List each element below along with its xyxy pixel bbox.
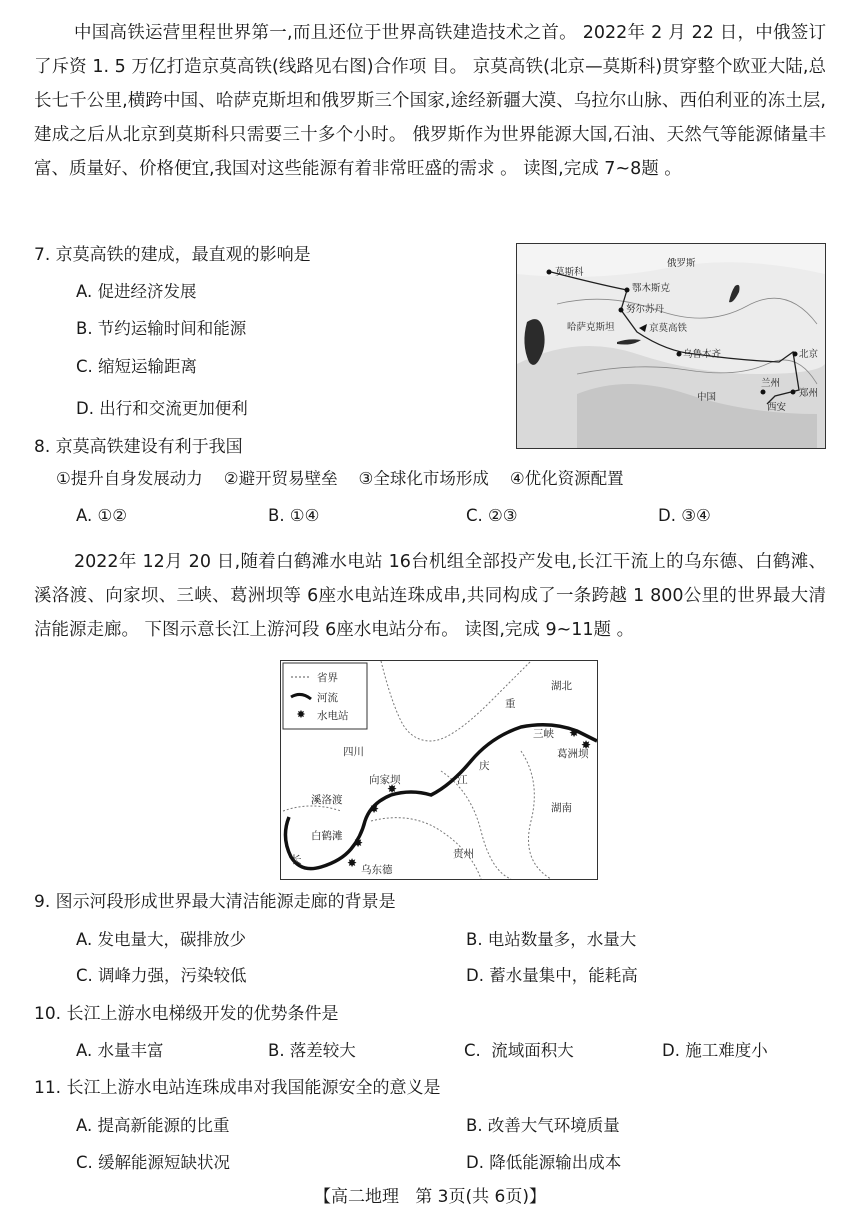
map-yangtze-hydropower xyxy=(280,660,598,880)
station-icon-xiangjiaba: ✸ xyxy=(387,782,398,796)
city-dot-beijing xyxy=(793,352,798,357)
station-icon-gezhouba: ✸ xyxy=(581,738,592,752)
map1-label-lanzhou: 兰州 xyxy=(761,378,781,389)
legend-label-station: 水电站 xyxy=(317,710,349,722)
question-10-stem: 10. 长江上游水电梯级开发的优势条件是 xyxy=(34,1004,339,1024)
question-8-statements: ①提升自身发展动力 ②避开贸易壁垒 ③全球化市场形成 ④优化资源配置 xyxy=(56,469,624,488)
map1-label-omsk: 鄂木斯克 xyxy=(632,283,671,294)
map2-label-gezhouba: 葛洲坝 xyxy=(557,748,589,760)
question-7-option-c[interactable]: C. 缩短运输距离 xyxy=(76,357,198,376)
map1-label-nur-sultan: 努尔苏丹 xyxy=(626,304,665,315)
map2-label-qing: 庆 xyxy=(479,760,490,772)
city-dot-zhengzhou xyxy=(791,390,796,395)
question-7-option-d[interactable]: D. 出行和交流更加便利 xyxy=(76,399,248,418)
lake-baikal-shape xyxy=(729,285,740,302)
map1-label-russia: 俄罗斯 xyxy=(667,258,696,269)
legend-station-icon: ✸ xyxy=(296,708,306,721)
question-7-option-a[interactable]: A. 促进经济发展 xyxy=(76,282,197,301)
question-9-option-d[interactable]: D. 蓄水量集中，能耗高 xyxy=(466,966,638,985)
city-dot-omsk xyxy=(625,288,630,293)
question-10-option-b[interactable]: B. 落差较大 xyxy=(268,1041,356,1060)
question-9-stem: 9. 图示河段形成世界最大清洁能源走廊的背景是 xyxy=(34,892,396,912)
question-8-option-a[interactable]: A. ①② xyxy=(76,506,128,525)
map2-label-jiang: 江 xyxy=(457,774,468,786)
station-icon-sanxia: ✸ xyxy=(569,726,580,740)
legend-label-boundary: 省界 xyxy=(317,672,338,684)
map2-label-chong: 重 xyxy=(505,698,516,710)
passage-intro-railway: 中国高铁运营里程世界第一,而且还位于世界高铁建造技术之首。 2022年 2 月 22 日，中俄签订了斥资 1. 5 万亿打造京莫高铁(线路见右图)合作项 目。 京莫高铁(北京—莫斯科)贯穿整个欧亚大陆,总长七千公里,横跨中国、哈萨克斯坦和俄罗斯三个国家,途经新疆大漠、乌拉尔山脉、西伯利亚的冻土层,建成之后从北京到莫斯科只需要三十多个小时。 俄罗斯作为世界能源大国,石油、天然气等能源储量丰富、质量好、价格便宜,我国对这些能源有着非常旺盛的需求 。 读图,完成 7~8题 。 xyxy=(34,23,826,179)
city-dot-nur-sultan xyxy=(619,308,624,313)
question-10-option-a[interactable]: A. 水量丰富 xyxy=(76,1041,164,1060)
map2-label-xiluodu: 溪洛渡 xyxy=(311,794,343,806)
map1-label-urumqi: 乌鲁木齐 xyxy=(683,349,722,360)
map1-label-beijing: 北京 xyxy=(799,349,819,360)
map2-label-chang: 长 xyxy=(291,854,302,866)
city-dot-moscow xyxy=(547,270,552,275)
passage-hydropower: 2022年 12月 20 日,随着白鹤滩水电站 16台机组全部投产发电,长江干流上的乌东德、白鹤滩、溪洛渡、向家坝、三峡、葛洲坝等 6座水电站连珠成串,共同构成了一条跨越 1 800公里的世界最大清洁能源走廊。 下图示意长江上游河段 6座水电站分布。 读图,完成 9~11题 。 xyxy=(34,552,826,640)
map2-label-guizhou: 贵州 xyxy=(453,848,474,860)
map1-label-railway: 京莫高铁 xyxy=(649,323,688,334)
question-8-option-b[interactable]: B. ①④ xyxy=(268,506,320,525)
question-7-option-b[interactable]: B. 节约运输时间和能源 xyxy=(76,319,247,338)
legend-label-river: 河流 xyxy=(317,692,338,704)
page-footer: 【高二地理 第 3页(共 6页)】 xyxy=(314,1187,546,1207)
map2-label-sichuan: 四川 xyxy=(343,746,364,758)
question-7-stem: 7. 京莫高铁的建成，最直观的影响是 xyxy=(34,245,311,265)
question-11-stem: 11. 长江上游水电站连珠成串对我国能源安全的意义是 xyxy=(34,1078,441,1098)
question-9-option-c[interactable]: C. 调峰力强，污染较低 xyxy=(76,966,247,985)
station-icon-wudongde: ✸ xyxy=(347,856,358,870)
question-10-option-c[interactable]: C. 流域面积大 xyxy=(464,1041,574,1060)
map-beijing-moscow-railway xyxy=(516,243,826,449)
railway-arrow-icon xyxy=(639,324,647,332)
map1-label-zhengzhou: 郑州 xyxy=(799,388,819,399)
question-8-option-c[interactable]: C. ②③ xyxy=(466,506,518,525)
map2-label-baihetan: 白鹤滩 xyxy=(311,830,343,842)
map2-label-xiangjiaba: 向家坝 xyxy=(369,774,401,786)
question-8-stem: 8. 京莫高铁建设有利于我国 xyxy=(34,437,243,457)
map2-label-hubei: 湖北 xyxy=(551,680,572,692)
station-icon-baihetan: ✸ xyxy=(353,836,364,850)
question-10-option-d[interactable]: D. 施工难度小 xyxy=(662,1041,768,1060)
map1-label-china: 中国 xyxy=(697,392,717,403)
map1-label-kazakhstan: 哈萨克斯坦 xyxy=(567,322,615,333)
station-icon-xiluodu: ✸ xyxy=(369,802,380,816)
question-11-option-d[interactable]: D. 降低能源输出成本 xyxy=(466,1153,622,1172)
map1-label-moscow: 莫斯科 xyxy=(555,267,584,278)
map1-label-xian: 西安 xyxy=(767,402,787,413)
question-11-option-c[interactable]: C. 缓解能源短缺状况 xyxy=(76,1153,231,1172)
question-9-option-b[interactable]: B. 电站数量多，水量大 xyxy=(466,930,637,949)
map2-label-sanxia: 三峡 xyxy=(533,728,554,740)
question-11-option-b[interactable]: B. 改善大气环境质量 xyxy=(466,1116,620,1135)
question-8-option-d[interactable]: D. ③④ xyxy=(658,506,711,525)
map2-label-hunan: 湖南 xyxy=(551,802,572,814)
city-dot-urumqi xyxy=(677,352,682,357)
question-9-option-a[interactable]: A. 发电量大，碳排放少 xyxy=(76,930,246,949)
question-11-option-a[interactable]: A. 提高新能源的比重 xyxy=(76,1116,230,1135)
city-dot-lanzhou xyxy=(761,390,766,395)
map2-label-wudongde: 乌东德 xyxy=(361,864,393,876)
